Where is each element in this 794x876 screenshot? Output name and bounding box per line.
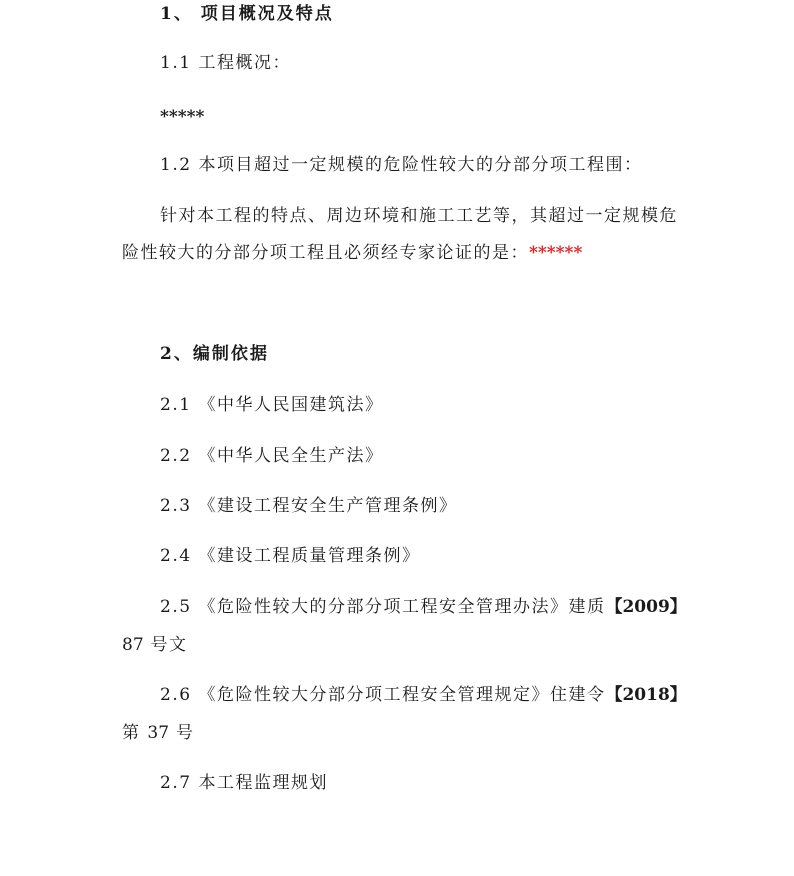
basis-item-2-5-text: 2.5 《危险性较大的分部分项工程安全管理办法》建质 xyxy=(160,597,606,617)
basis-item-2-6-text: 2.6 《危险性较大分部分项工程安全管理规定》住建令 xyxy=(160,685,606,705)
basis-item-2-6-suffix: 号 xyxy=(169,723,195,743)
section-1-2-title: 1.2 本项目超过一定规模的危险性较大的分部分项工程围： xyxy=(160,155,643,175)
project-overview-value: ***** xyxy=(160,107,205,127)
basis-item-2-5-suffix: 号文 xyxy=(143,635,188,655)
basis-item-2-5-number: 87 xyxy=(122,635,144,655)
basis-item-2-1: 2.1 《中华人民国建筑法》 xyxy=(160,395,384,415)
basis-item-2-3: 2.3 《建设工程安全生产管理条例》 xyxy=(160,496,458,516)
basis-item-2-7: 2.7 本工程监理规划 xyxy=(160,773,328,793)
highlighted-value: ****** xyxy=(529,243,583,263)
basis-item-2-6-prefix: 第 xyxy=(122,723,148,743)
paragraph-line-2-text: 险性较大的分部分项工程且必须经专家论证的是： xyxy=(122,243,529,263)
basis-item-2-6-line-1 xyxy=(160,684,687,706)
basis-item-2-5-line-2 xyxy=(122,634,188,656)
basis-item-2-2: 2.2 《中华人民全生产法》 xyxy=(160,446,384,466)
section-1-heading: 1、 项目概况及特点 xyxy=(160,4,334,24)
basis-item-2-5-line-1 xyxy=(160,596,687,618)
paragraph-line-2 xyxy=(122,242,582,264)
basis-item-2-6-number: 37 xyxy=(147,723,170,743)
basis-item-2-6-bracket: 【2018】 xyxy=(605,685,687,705)
section-2-heading: 2、编制依据 xyxy=(160,344,269,364)
basis-item-2-4: 2.4 《建设工程质量管理条例》 xyxy=(160,546,421,566)
section-1-1-title: 1.1 工程概况： xyxy=(160,53,291,73)
basis-item-2-5-bracket: 【2009】 xyxy=(605,597,687,617)
basis-item-2-6-line-2 xyxy=(122,722,194,744)
paragraph-line-1: 针对本工程的特点、周边环境和施工工艺等，其超过一定规模危 xyxy=(160,206,678,226)
